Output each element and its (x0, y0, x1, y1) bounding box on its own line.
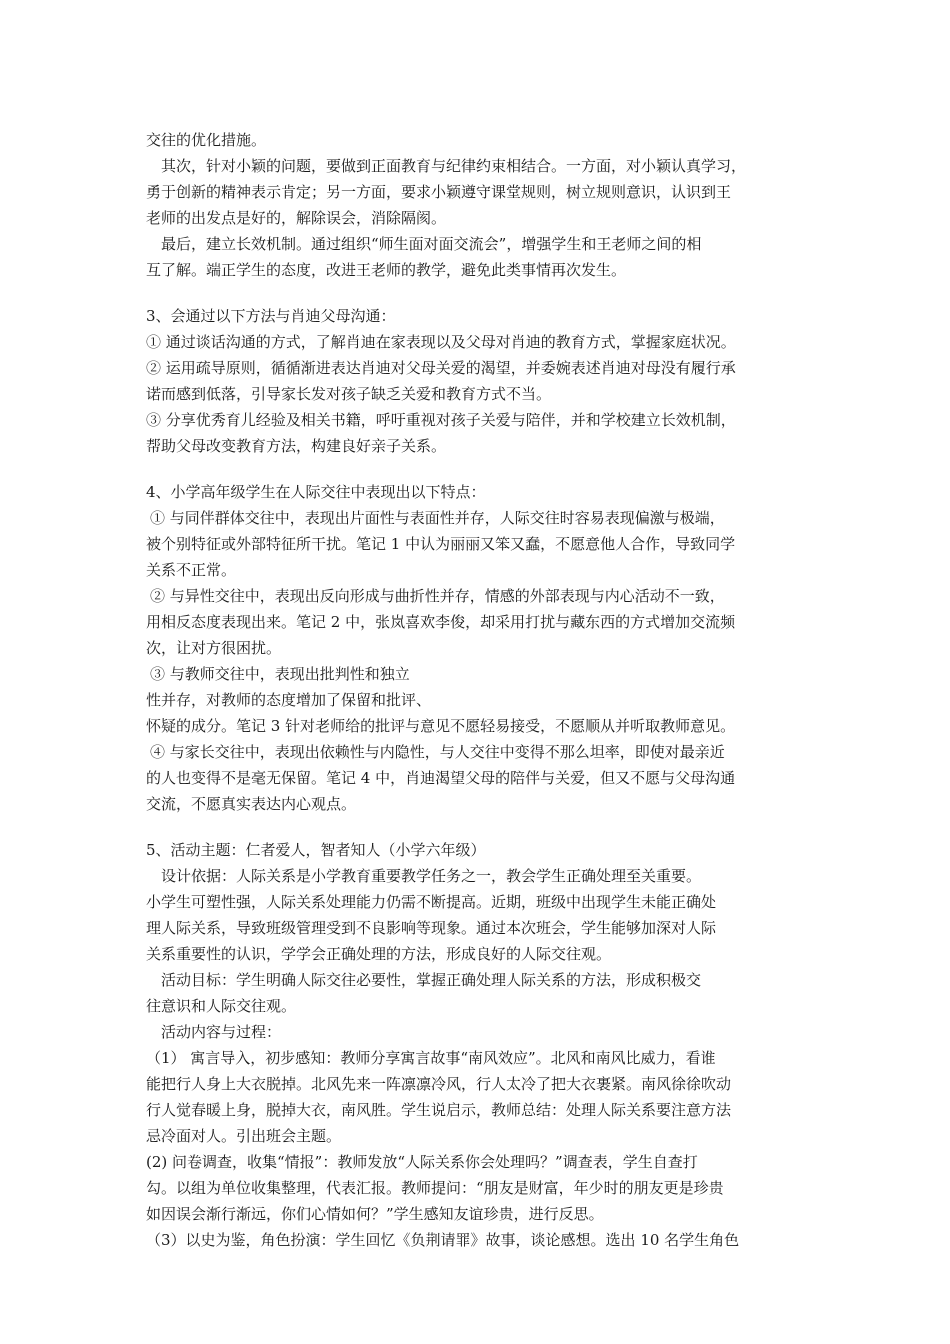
text-line: 如因误会渐行渐远，你们心情如何？”学生感知友谊珍贵，进行反思。 (146, 1205, 604, 1223)
text-line: ① 与同伴群体交往中，表现出片面性与表面性并存，人际交往时容易表现偏激与极端， (150, 509, 725, 527)
text-line: 行人觉春暖上身，脱掉大衣，南风胜。学生说启示，教师总结：处理人际关系要注意方法 (146, 1101, 732, 1119)
text-line: (2) 问卷调查，收集“情报”：教师发放“人际关系你会处理吗？”调查表，学生自查打 (146, 1153, 698, 1171)
text-line: （3）以史为鉴，角色扮演：学生回忆《负荆请罪》故事，谈论感想。选出 10 名学生角色 (146, 1231, 740, 1249)
text-line: 活动内容与过程： (161, 1023, 282, 1041)
text-line: ① 通过谈话沟通的方式，了解肖迪在家表现以及父母对肖迪的教育方式，掌握家庭状况。 (146, 333, 736, 351)
text-line: ④ 与家长交往中，表现出依赖性与内隐性，与人交往中变得不那么坦率，即使对最亲近 (150, 743, 725, 761)
text-line: 怀疑的成分。笔记 3 针对老师给的批评与意见不愿轻易接受，不愿顺从并听取教师意见。 (146, 717, 736, 735)
text-line: 被个别特征或外部特征所干扰。笔记 1 中认为丽丽又笨又蠢，不愿意他人合作，导致同学 (146, 535, 736, 553)
text-line: 最后，建立长效机制。通过组织“师生面对面交流会”，增强学生和王老师之间的相 (161, 235, 702, 253)
text-line: 老师的出发点是好的，解除误会，消除隔阂。 (146, 209, 447, 227)
section-heading: 3、会通过以下方法与肖迪父母沟通： (146, 307, 396, 325)
text-line: 帮助父母改变教育方法，构建良好亲子关系。 (146, 437, 447, 455)
text-line: 设计依据：人际关系是小学教育重要教学任务之一，教会学生正确处理至关重要。 (161, 867, 702, 885)
section-heading: 5、活动主题：仁者爱人，智者知人（小学六年级） (146, 841, 486, 859)
text-line: 小学生可塑性强，人际关系处理能力仍需不断提高。近期，班级中出现学生未能正确处 (146, 893, 717, 911)
text-line: 关系重要性的认识，学学会正确处理的方法，形成良好的人际交往观。 (146, 945, 612, 963)
text-line: 交往的优化措施。 (146, 131, 267, 149)
text-line: 次，让对方很困扰。 (146, 639, 282, 657)
text-line: 忌冷面对人。引出班会主题。 (146, 1127, 342, 1145)
text-line: ③ 分享优秀育儿经验及相关书籍，呼吁重视对孩子关爱与陪伴，并和学校建立长效机制， (146, 411, 736, 429)
text-line: 理人际关系，导致班级管理受到不良影响等现象。通过本次班会，学生能够加深对人际 (146, 919, 717, 937)
text-line: 互了解。端正学生的态度，改进王老师的教学，避免此类事情再次发生。 (146, 261, 627, 279)
text-line: 用相反态度表现出来。笔记 2 中，张岚喜欢李俊，却采用打扰与藏东西的方式增加交流频 (146, 613, 736, 631)
text-line: 勇于创新的精神表示肯定；另一方面，要求小颖遵守课堂规则，树立规则意识，认识到王 (146, 183, 732, 201)
text-line: 能把行人身上大衣脱掉。北风先来一阵凛凛冷风，行人太冷了把大衣裹紧。南风徐徐吹动 (146, 1075, 732, 1093)
text-line: 性并存，对教师的态度增加了保留和批评、 (146, 691, 432, 709)
text-line: （1） 寓言导入，初步感知：教师分享寓言故事“南风效应”。北风和南风比威力，看谁 (146, 1049, 716, 1067)
text-line: 诺而感到低落，引导家长发对孩子缺乏关爱和教育方式不当。 (146, 385, 552, 403)
text-line: ② 运用疏导原则，循循渐进表达肖迪对父母关爱的渴望，并委婉表述肖迪对母没有履行承 (146, 359, 736, 377)
text-line: 交流，不愿真实表达内心观点。 (146, 795, 357, 813)
section-heading: 4、小学高年级学生在人际交往中表现出以下特点： (146, 483, 486, 501)
text-line: ③ 与教师交往中，表现出批判性和独立 (150, 665, 410, 683)
text-line: 其次，针对小颖的问题，要做到正面教育与纪律约束相结合。一方面，对小颖认真学习， (161, 157, 747, 175)
text-line: 关系不正常。 (146, 561, 237, 579)
text-line: ② 与异性交往中，表现出反向形成与曲折性并存，情感的外部表现与内心活动不一致， (150, 587, 725, 605)
text-line: 勾。以组为单位收集整理，代表汇报。教师提问：“朋友是财富，年少时的朋友更是珍贵 (146, 1179, 724, 1197)
text-line: 往意识和人际交往观。 (146, 997, 297, 1015)
text-line: 活动目标：学生明确人际交往必要性，掌握正确处理人际关系的方法，形成积极交 (161, 971, 702, 989)
text-line: 的人也变得不是毫无保留。笔记 4 中，肖迪渴望父母的陪伴与关爱，但又不愿与父母沟通 (146, 769, 736, 787)
